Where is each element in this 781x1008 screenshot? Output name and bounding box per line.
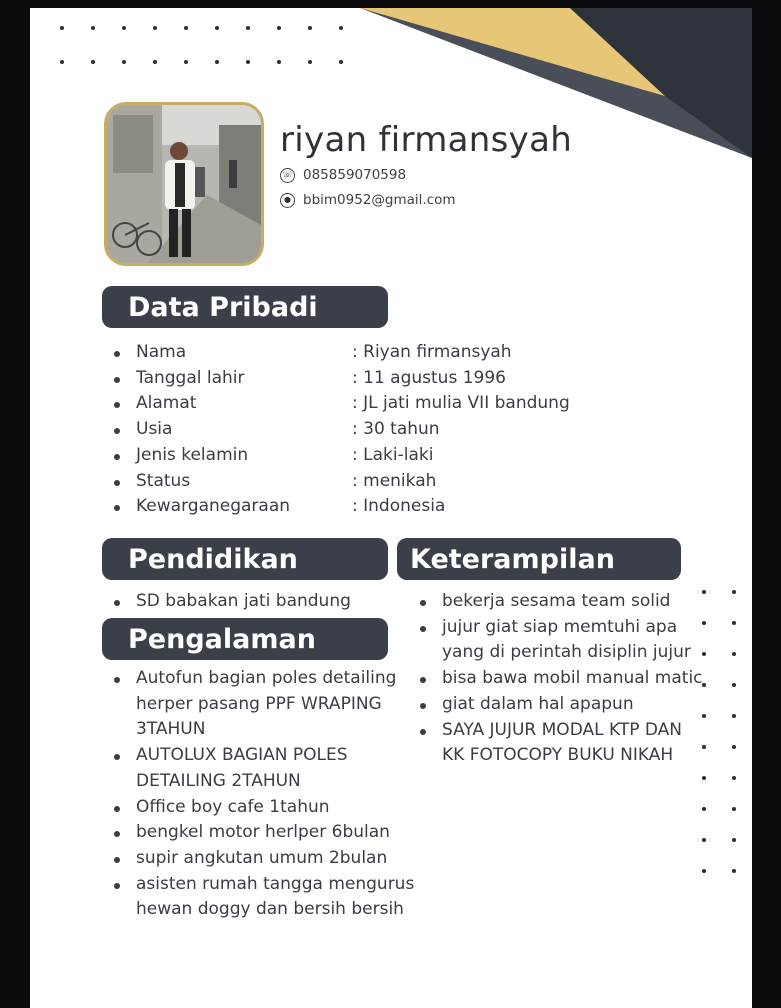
decor-dot [246,26,250,30]
personal-row [104,391,570,417]
decor-dot [702,776,706,780]
decor-dot [277,60,281,64]
decor-dot [732,869,736,873]
decor-dot [277,26,281,30]
decor-dot [215,60,219,64]
decor-dot [732,838,736,842]
experience-item-line: 3TAHUN [136,719,206,740]
personal-value: : Indonesia [352,496,446,517]
phone-icon: ☏ [280,168,295,183]
personal-row [104,366,570,392]
decor-dot [732,776,736,780]
decor-dot [308,26,312,30]
skill-item [410,666,703,692]
experience-item [104,820,414,846]
experience-item-line: AUTOLUX BAGIAN POLES [136,745,348,766]
dot-pattern-top [60,26,343,64]
personal-value: : 11 agustus 1996 [352,367,506,388]
experience-item-line: supir angkutan umum 2bulan [136,847,388,868]
personal-label: Usia [136,419,173,440]
decor-dot [153,60,157,64]
decor-dot [184,26,188,30]
personal-row [104,340,570,366]
personal-row [104,469,570,495]
decor-dot [732,714,736,718]
decor-dot [702,683,706,687]
decor-dot [122,26,126,30]
experience-item-line: DETAILING 2TAHUN [136,770,301,791]
skill-item-line: bekerja sesama team solid [442,591,671,611]
decor-dot [246,60,250,64]
decor-dot [60,60,64,64]
decor-dot [702,869,706,873]
personal-row [104,443,570,469]
skill-item-line: bisa bawa mobil manual matic [442,668,703,689]
personal-label: Status [136,470,191,491]
email-address: bbim0952@gmail.com [303,192,456,208]
phone-contact [280,167,406,183]
decor-dot [732,590,736,594]
decor-dot [702,590,706,594]
personal-row [104,417,570,443]
skill-item [410,718,703,769]
personal-value: : Laki-laki [352,444,434,465]
dot-pattern-right [702,590,736,873]
decor-dot [702,621,706,625]
experience-item [104,846,414,872]
experience-item [104,743,414,794]
experience-item [104,795,414,821]
education-item: SD babakan jati bandung [104,589,351,615]
personal-row [104,494,570,520]
experience-item [104,872,414,923]
skill-item-line: KK FOTOCOPY BUKU NIKAH [442,745,674,766]
personal-label: Kewarganegaraan [136,496,291,517]
decor-dot [702,714,706,718]
personal-value: : 30 tahun [352,419,440,440]
decor-dot [339,60,343,64]
personal-value: : menikah [352,470,437,491]
skill-item [410,615,703,666]
decor-dot [308,60,312,64]
experience-item [104,666,414,743]
decor-dot [153,26,157,30]
personal-value: : Riyan firmansyah [352,342,512,362]
decor-dot [215,26,219,30]
section-title-pengalaman: Pengalaman [102,618,388,660]
decor-dot [702,838,706,842]
section-title-pendidikan: Pendidikan [102,538,388,580]
email-contact [280,192,456,208]
profile-photo [104,102,264,266]
experience-list [104,666,414,923]
experience-item-line: asisten rumah tangga mengurus [136,873,415,894]
experience-item-line: bengkel motor herlper 6bulan [136,822,390,843]
skill-item [410,589,703,615]
personal-data-list [104,340,570,520]
decor-dot [732,652,736,656]
skill-item-line: yang di perintah disiplin jujur [442,642,691,663]
decor-dot [60,26,64,30]
skill-item-line: SAYA JUJUR MODAL KTP DAN [442,719,682,740]
profile-photo-image [107,105,261,263]
section-title-data-pribadi: Data Pribadi [102,286,388,328]
decor-dot [339,26,343,30]
decor-dot [732,683,736,687]
personal-label: Tanggal lahir [136,367,245,388]
decor-dot [122,60,126,64]
personal-value: : JL jati mulia VII bandung [352,393,570,414]
email-icon: ● [280,193,295,208]
candidate-name: riyan firmansyah [280,120,573,160]
personal-label: Nama [136,342,187,362]
decor-dot [702,807,706,811]
decor-dot [184,60,188,64]
experience-item-line: hewan doggy dan bersih bersih [136,899,404,920]
decor-dot [702,745,706,749]
decor-dot [732,745,736,749]
skill-item-line: jujur giat siap memtuhi apa [442,616,678,637]
skill-item-line: giat dalam hal apapun [442,693,634,714]
decor-dot [732,807,736,811]
phone-number: 085859070598 [303,167,407,183]
experience-item-line: Office boy cafe 1tahun [136,796,330,817]
resume-page [30,8,752,1008]
skill-item [410,692,703,718]
section-title-keterampilan: Keterampilan [397,538,681,580]
experience-item-line: Autofun bagian poles detailing [136,668,397,688]
decor-dot [91,60,95,64]
education-list [104,589,351,615]
personal-label: Jenis kelamin [136,444,249,465]
skills-list [410,589,703,769]
personal-label: Alamat [136,393,197,414]
decor-dot [702,652,706,656]
experience-item-line: herper pasang PPF WRAPING [136,693,382,714]
decor-dot [732,621,736,625]
decor-dot [91,26,95,30]
